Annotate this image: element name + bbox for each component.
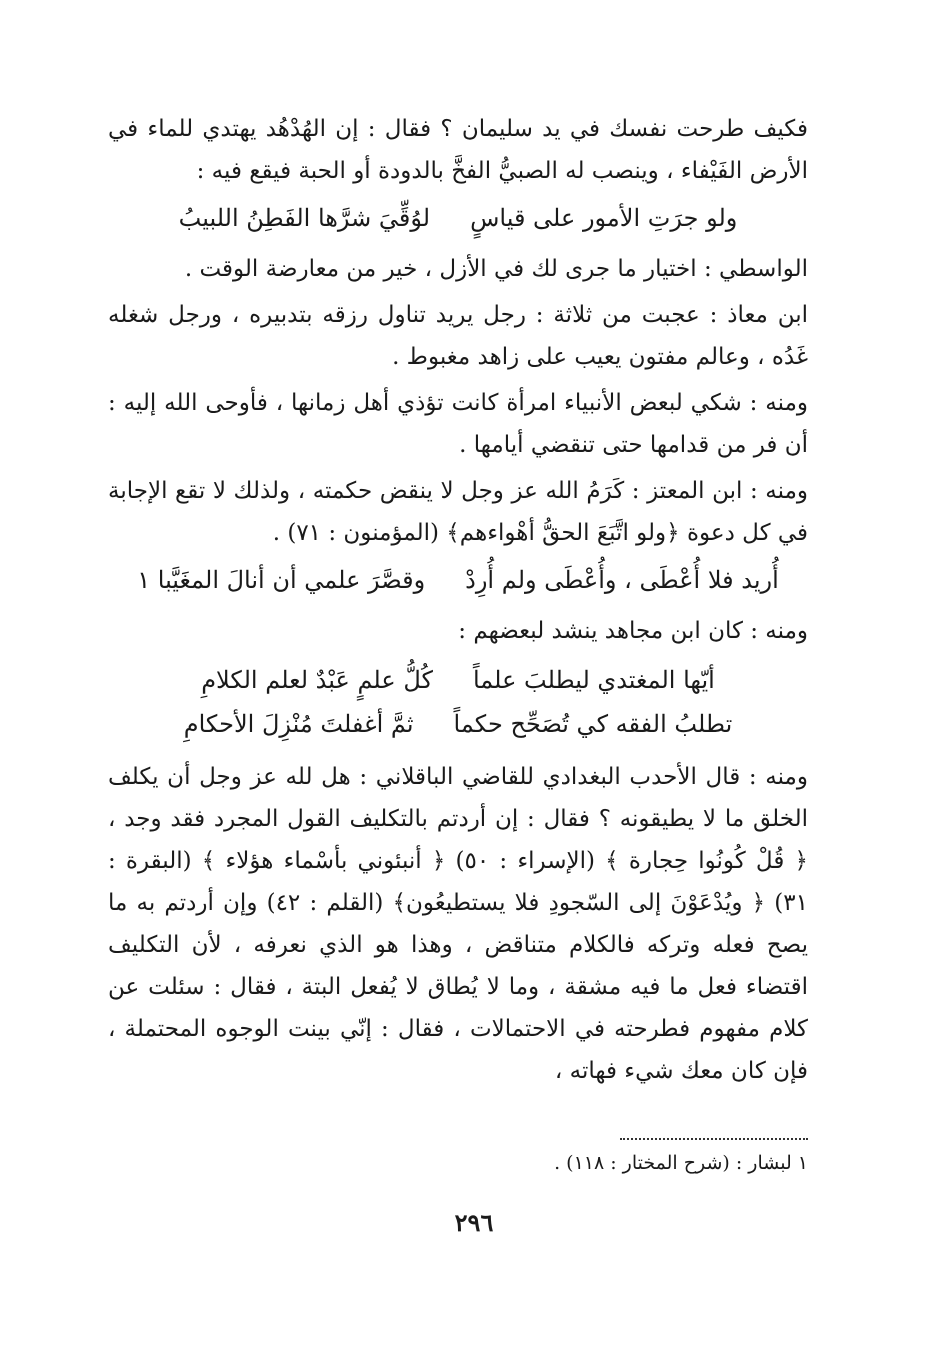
verse-2-first-hemistich: أُريد فلا أُعْطَى ، وأُعْطَى ولم أُرِدْ <box>465 566 779 594</box>
verse-4-first-hemistich: تطلبُ الفقه كي تُصَحِّح حكماً <box>453 710 733 738</box>
paragraph-3: ابن معاذ : عجبت من ثلاثة : رجل يريد تناول رزقه بتدبيره ، ورجل شغله غَدُه ، وعالم مفتون يعيب على زاهد مغبوط . <box>108 302 808 370</box>
footnote-separator <box>620 1138 808 1140</box>
verse-4 <box>108 702 808 746</box>
verse-1 <box>108 196 808 240</box>
footnote: ١ لبشار : (شرح المختار : ١١٨) . <box>554 1152 808 1174</box>
verse-1-first-hemistich: ولو جرَتِ الأمور على قياسٍ <box>470 204 738 232</box>
page-body <box>108 108 808 1096</box>
verse-3-second-hemistich: كُلُّ علمٍ عَبْدٌ لعلم الكلامِ <box>201 666 433 694</box>
paragraph-1: فكيف طرحت نفسك في يد سليمان ؟ فقال : إن الهُدْهُد يهتدي للماء في الأرض الفَيْفاء ، وينصب له الصبيُّ الفخَّ بالدودة أو الحبة فيقع فيه : <box>108 116 808 184</box>
verse-3 <box>108 658 808 702</box>
verse-block <box>108 658 808 746</box>
page-number: ٢٩٦ <box>454 1208 494 1237</box>
paragraph-2: الواسطي : اختيار ما جرى لك في الأزل ، خير من معارضة الوقت . <box>184 256 808 282</box>
verse-1-second-hemistich: لوُقِّيَ شرَّها الفَطِنُ اللبيبُ <box>178 204 431 232</box>
paragraph-5: ومنه : ابن المعتز : كَرَمُ الله عز وجل لا ينقض حكمته ، ولذلك لا تقع الإجابة في كل دعوة ﴿ولو اتَّبَعَ الحقُّ أهْواءهم﴾ (المؤمنون : ٧١) . <box>108 478 808 546</box>
verse-2 <box>108 558 808 602</box>
verse-3-first-hemistich: أيّها المغتدي ليطلبَ علماً <box>472 666 715 694</box>
verse-4-second-hemistich: ثمَّ أغفلتَ مُنْزِلَ الأحكامِ <box>183 710 414 738</box>
paragraph-4: ومنه : شكي لبعض الأنبياء امرأة كانت تؤذي أهل زمانها ، فأوحى الله إليه : أن فر من قدامها حتى تنقضي أيامها . <box>108 390 808 458</box>
verse-2-second-hemistich: وقصَّرَ علمي أن أنالَ المغَيَّبا ١ <box>137 566 426 594</box>
paragraph-7: ومنه : قال الأحدب البغدادي للقاضي الباقلاني : هل لله عز وجل أن يكلف الخلق ما لا يطيقونه ؟ فقال : إن أردتم بالتكليف القول المجرد فقد وجد ، ﴿ قُلْ كُونُوا حِجارة ﴾ (الإسراء : ٥٠) ﴿ أنبئوني بأسْماء هؤلاء ﴾ (البقرة : ٣١) ﴿ ويُدْعَوْنَ إلى السّجودِ فلا يستطيعُون﴾ (القلم : ٤٢) وإن أردتم به ما يصح فعله وتركه فالكلام متناقض ، وهذا هو الذي نعرفه ، لأن التكليف اقتضاء فعل ما فيه مشقة ، وما لا يُطاق لا يُفعل البتة ، فقال : سئلت عن كلام مفهوم فطرحته في الاحتمالات ، فقال : إنّي بينت الوجوه المحتملة ، فإن كان معك شيء فهاته ، <box>108 764 808 1084</box>
paragraph-6: ومنه : كان ابن مجاهد ينشد لبعضهم : <box>458 618 808 644</box>
